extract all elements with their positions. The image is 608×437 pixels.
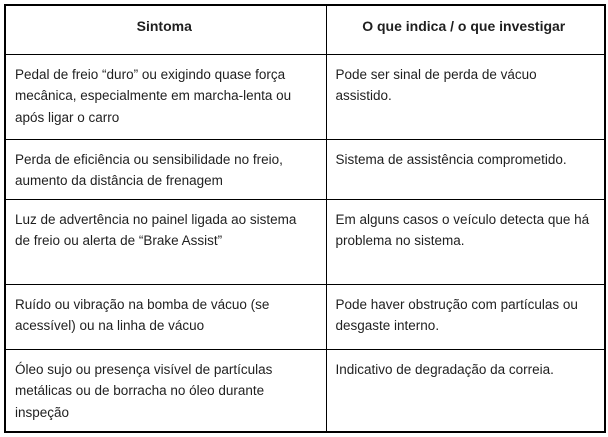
cell-indica: Pode ser sinal de perda de vácuo assistido. [326,54,605,139]
table-header-row [5,5,605,54]
cell-sintoma: Luz de advertência no painel ligada ao sistema de freio ou alerta de “Brake Assist” [5,199,326,284]
table-row [5,139,605,199]
cell-indica: Pode haver obstrução com partículas ou desgaste interno. [326,284,605,349]
cell-sintoma: Perda de eficiência ou sensibilidade no freio, aumento da distância de frenagem [5,139,326,199]
table-row [5,54,605,139]
cell-indica: Em alguns casos o veículo detecta que há problema no sistema. [326,199,605,284]
column-header-indica: O que indica / o que investigar [326,5,605,54]
column-header-sintoma: Sintoma [5,5,326,54]
table-row [5,199,605,284]
cell-indica: Indicativo de degradação da correia. [326,349,605,432]
cell-sintoma: Pedal de freio “duro” ou exigindo quase força mecânica, especialmente em marcha-lenta ou após ligar o carro [5,54,326,139]
table-row [5,349,605,432]
cell-sintoma: Ruído ou vibração na bomba de vácuo (se acessível) ou na linha de vácuo [5,284,326,349]
table-row [5,284,605,349]
cell-indica: Sistema de assistência comprometido. [326,139,605,199]
cell-sintoma: Óleo sujo ou presença visível de partículas metálicas ou de borracha no óleo durante inspeção [5,349,326,432]
symptoms-table [4,4,606,433]
